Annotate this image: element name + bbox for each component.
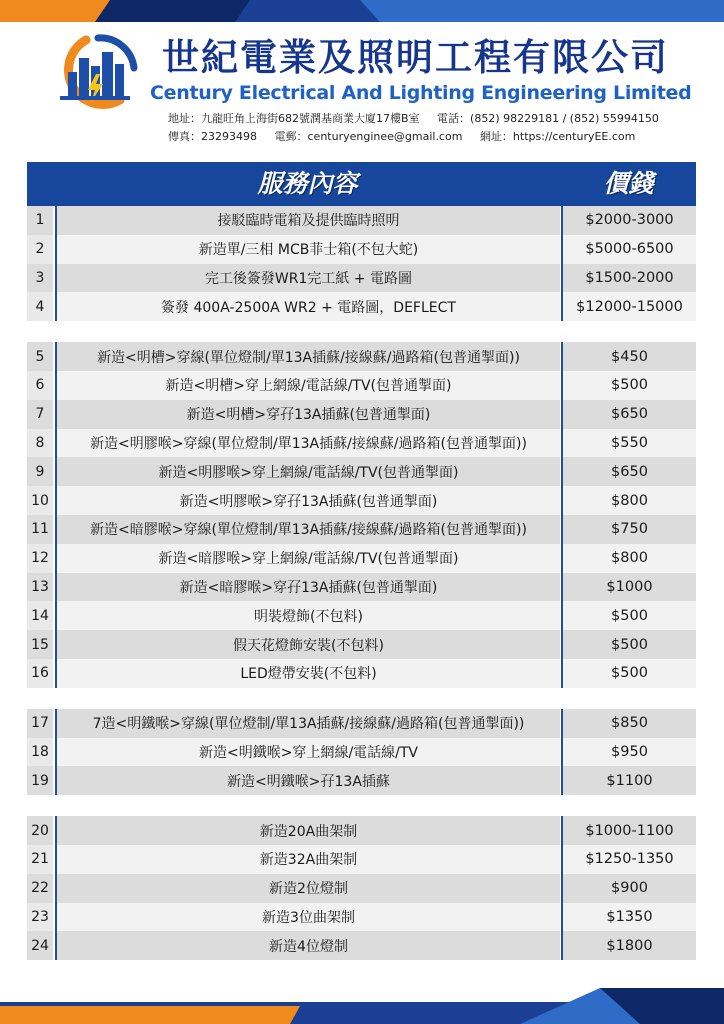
row-price: $1350 (561, 903, 696, 932)
group-spacer (27, 321, 696, 342)
row-price: $12000-15000 (561, 292, 696, 321)
row-service: 新造<暗膠喉>穿上網線/電話線/TV(包普通掣面) (55, 544, 560, 573)
table-row (27, 816, 696, 845)
row-price: $800 (561, 486, 696, 515)
row-price: $450 (561, 342, 696, 371)
table-row (27, 292, 696, 321)
row-number: 20 (27, 816, 53, 845)
row-number: 14 (27, 601, 53, 630)
table-row (27, 206, 696, 235)
table-row (27, 709, 696, 738)
row-service: 新造<明膠喉>穿線(單位燈制/單13A插蘇/接線蘇/過路箱(包普通掣面)) (55, 429, 560, 458)
table-row (27, 429, 696, 458)
table-row (27, 371, 696, 400)
contact-line-1 (168, 112, 673, 126)
row-price: $750 (561, 515, 696, 544)
row-price: $1000 (561, 573, 696, 602)
row-price: $1800 (561, 931, 696, 960)
row-number: 4 (27, 292, 53, 321)
row-price: $850 (561, 709, 696, 738)
row-price: $5000-6500 (561, 235, 696, 264)
row-price: $550 (561, 429, 696, 458)
row-number: 12 (27, 544, 53, 573)
company-name-english: Century Electrical And Lighting Engineering Limited (150, 82, 692, 104)
group-spacer (27, 795, 696, 816)
company-address: 地址：九龍旺角上海街682號潤基商業大廈17樓B室 (168, 112, 420, 125)
row-number: 23 (27, 903, 53, 932)
row-service: 新造<明槽>穿上網線/電話線/TV(包普通掣面) (55, 371, 560, 400)
table-row (27, 659, 696, 688)
table-row (27, 903, 696, 932)
row-number: 18 (27, 738, 53, 767)
row-price: $500 (561, 371, 696, 400)
row-service: 新造4位燈制 (55, 931, 560, 960)
table-header (27, 162, 696, 206)
company-email: 電郵：centuryenginee@gmail.com (274, 130, 463, 143)
row-service: 新造<明膠喉>穿孖13A插蘇(包普通掣面) (55, 486, 560, 515)
row-number: 10 (27, 486, 53, 515)
table-row (27, 515, 696, 544)
table-body (27, 206, 696, 960)
row-service: 完工後簽發WR1完工紙 + 電路圖 (55, 264, 560, 293)
company-website: 網址：https://centuryEE.com (479, 130, 636, 143)
table-row (27, 573, 696, 602)
row-price: $500 (561, 630, 696, 659)
header-price: 價錢 (603, 169, 654, 198)
row-number: 6 (27, 371, 53, 400)
price-table (27, 162, 696, 960)
row-number: 24 (27, 931, 53, 960)
row-price: $650 (561, 400, 696, 429)
row-service: 接駁臨時電箱及提供臨時照明 (55, 206, 560, 235)
row-service: 新造<明鐵喉>孖13A插蘇 (55, 766, 560, 795)
row-number: 16 (27, 659, 53, 688)
company-logo-icon (46, 34, 144, 110)
table-row (27, 400, 696, 429)
row-service: 新造<明鐵喉>穿上網線/電話線/TV (55, 738, 560, 767)
table-row (27, 874, 696, 903)
row-number: 1 (27, 206, 53, 235)
row-number: 7 (27, 400, 53, 429)
row-price: $1000-1100 (561, 816, 696, 845)
row-price: $1250-1350 (561, 845, 696, 874)
row-price: $2000-3000 (561, 206, 696, 235)
table-row (27, 738, 696, 767)
table-row (27, 235, 696, 264)
row-price: $1100 (561, 766, 696, 795)
group-spacer (27, 688, 696, 709)
table-row (27, 766, 696, 795)
row-service: 新造2位燈制 (55, 874, 560, 903)
table-row (27, 486, 696, 515)
row-service: 新造32A曲架制 (55, 845, 560, 874)
row-service: 7造<明鐵喉>穿線(單位燈制/單13A插蘇/接線蘇/過路箱(包普通掣面)) (55, 709, 560, 738)
row-number: 5 (27, 342, 53, 371)
company-fax: 傳真：23293498 (168, 130, 257, 143)
row-number: 3 (27, 264, 53, 293)
row-service: 簽發 400A-2500A WR2 + 電路圖，DEFLECT (55, 292, 560, 321)
row-service: 明裝燈飾(不包料) (55, 601, 560, 630)
row-service: 假天花燈飾安裝(不包料) (55, 630, 560, 659)
table-row (27, 931, 696, 960)
row-service: 新造<暗膠喉>穿線(單位燈制/單13A插蘇/接線蘇/過路箱(包普通掣面)) (55, 515, 560, 544)
row-service: 新造<明膠喉>穿上網線/電話線/TV(包普通掣面) (55, 457, 560, 486)
top-decorative-band (0, 0, 724, 22)
row-price: $950 (561, 738, 696, 767)
table-row (27, 342, 696, 371)
row-service: 新造20A曲架制 (55, 816, 560, 845)
table-row (27, 630, 696, 659)
company-name-chinese: 世紀電業及照明工程有限公司 (162, 36, 669, 79)
contact-line-2 (168, 130, 649, 144)
row-price: $500 (561, 601, 696, 630)
row-number: 13 (27, 573, 53, 602)
row-number: 11 (27, 515, 53, 544)
row-number: 22 (27, 874, 53, 903)
header-service: 服務內容 (257, 169, 358, 198)
table-row (27, 845, 696, 874)
row-number: 21 (27, 845, 53, 874)
row-service: 新造<明槽>穿線(單位燈制/單13A插蘇/接線蘇/過路箱(包普通掣面)) (55, 342, 560, 371)
row-number: 2 (27, 235, 53, 264)
row-service: 新造<明槽>穿孖13A插蘇(包普通掣面) (55, 400, 560, 429)
company-phone: 電話：(852) 98229181 / (852) 55994150 (437, 112, 659, 125)
bottom-decorative-band (0, 988, 724, 1024)
row-service: 新造3位曲架制 (55, 903, 560, 932)
row-price: $500 (561, 659, 696, 688)
company-header (0, 22, 724, 150)
table-row (27, 601, 696, 630)
row-price: $800 (561, 544, 696, 573)
row-number: 15 (27, 630, 53, 659)
row-number: 17 (27, 709, 53, 738)
table-row (27, 457, 696, 486)
row-price: $900 (561, 874, 696, 903)
row-number: 19 (27, 766, 53, 795)
row-price: $650 (561, 457, 696, 486)
table-row (27, 264, 696, 293)
table-row (27, 544, 696, 573)
row-service: 新造單/三相 MCB菲士箱(不包大蛇) (55, 235, 560, 264)
row-number: 8 (27, 429, 53, 458)
row-service: 新造<暗膠喉>穿孖13A插蘇(包普通掣面) (55, 573, 560, 602)
row-number: 9 (27, 457, 53, 486)
row-price: $1500-2000 (561, 264, 696, 293)
row-service: LED燈帶安裝(不包料) (55, 659, 560, 688)
